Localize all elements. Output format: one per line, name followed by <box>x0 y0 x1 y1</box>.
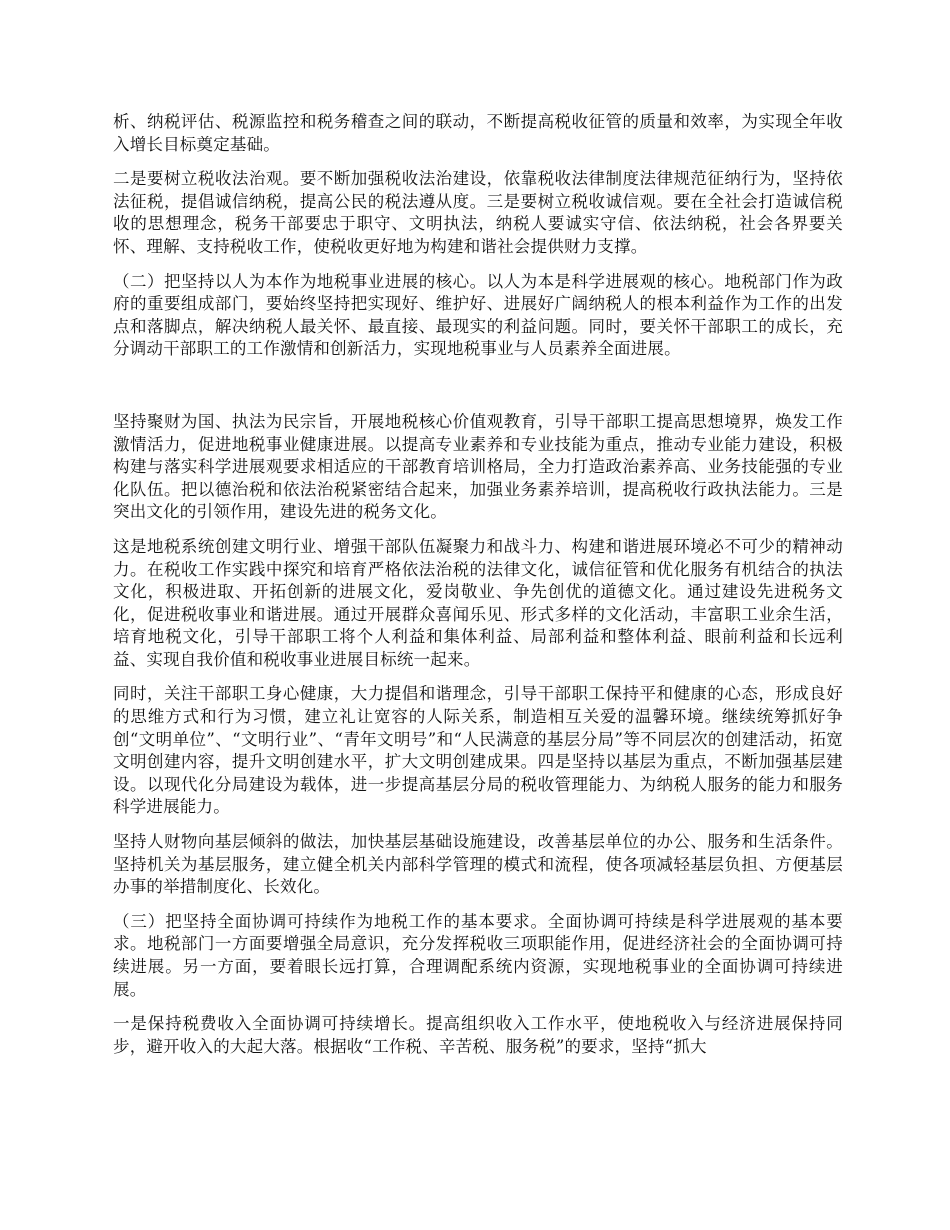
paragraph-9: 一是保持税费收入全面协调可持续增长。提高组织收入工作水平，使地税收入与经济进展保持同步，避开收入的大起大落。根据收“工作税、辛苦税、服务税”的要求，坚持“抓大 <box>113 1014 843 1056</box>
paragraph-3: （二）把坚持以人为本作为地税事业进展的核心。以人为本是科学进展观的核心。地税部门作为政府的重要组成部门，要始终坚持把实现好、维护好、进展好广阔纳税人的根本利益作为工作的出发点和落脚点，解决纳税人最关怀、最直接、最现实的利益问题。同时，要关怀干部职工的成长，充分调动干部职工的工作激情和创新活力，实现地税事业与人员素养全面进展。 <box>113 271 843 359</box>
paragraph-8: （三）把坚持全面协调可持续作为地税工作的基本要求。全面协调可持续是科学进展观的基本要求。地税部门一方面要增强全局意识，充分发挥税收三项职能作用，促进经济社会的全面协调可持续进展。另一方面，要着眼长远打算，合理调配系统内资源，实现地税事业的全面协调可持续进展。 <box>113 911 843 999</box>
paragraph-7: 坚持人财物向基层倾斜的做法，加快基层基础设施建设，改善基层单位的办公、服务和生活条件。坚持机关为基层服务，建立健全机关内部科学管理的模式和流程，使各项减轻基层负担、方便基层办事的举措制度化、长效化。 <box>113 832 843 897</box>
document-body <box>113 111 843 1070</box>
paragraph-1: 析、纳税评估、税源监控和税务稽查之间的联动，不断提高税收征管的质量和效率，为实现全年收入增长目标奠定基础。 <box>113 112 843 154</box>
paragraph-2: 二是要树立税收法治观。要不断加强税收法治建设，依靠税收法律制度法律规范征纳行为，坚持依法征税，提倡诚信纳税，提高公民的税法遵从度。三是要树立税收诚信观。要在全社会打造诚信税收的思想理念，税务干部要忠于职守、文明执法，纳税人要诚实守信、依法纳税，社会各界要关怀、理解、支持税收工作，使税收更好地为构建和谐社会提供财力支撑。 <box>113 169 843 256</box>
paragraph-4: 坚持聚财为国、执法为民宗旨，开展地税核心价值观教育，引导干部职工提高思想境界，焕发工作激情活力，促进地税事业健康进展。以提高专业素养和专业技能为重点，推动专业能力建设，积极构建与落实科学进展观要求相适应的干部教育培训格局，全力打造政治素养高、业务技能强的专业化队伍。把以德治税和依法治税紧密结合起来，加强业务素养培训，提高税收行政执法能力。三是突出文化的引领作用，建设先进的税务文化。 <box>113 411 843 522</box>
paragraph-5: 这是地税系统创建文明行业、增强干部队伍凝聚力和战斗力、构建和谐进展环境必不可少的精神动力。在税收工作实践中探究和培育严格依法治税的法律文化，诚信征管和优化服务有机结合的执法文化，积极进取、开拓创新的进展文化，爱岗敬业、争先创优的道德文化。通过建设先进税务文化，促进税收事业和谐进展。通过开展群众喜闻乐见、形式多样的文化活动，丰富职工业余生活，培育地税文化，引导干部职工将个人利益和集体利益、局部利益和整体利益、眼前利益和长远利益、实现自我价值和税收事业进展目标统一起来。 <box>113 536 843 669</box>
paragraph-6: 同时，关注干部职工身心健康，大力提倡和谐理念，引导干部职工保持平和健康的心态，形成良好的思维方式和行为习惯，建立礼让宽容的人际关系，制造相互关爱的温馨环境。继续统筹抓好争创“文明单位”、“文明行业”、“青年文明号”和“人民满意的基层分局”等不同层次的创建活动，拓宽文明创建内容，提升文明创建水平，扩大文明创建成果。四是坚持以基层为重点，不断加强基层建设。以现代化分局建设为载体，进一步提高基层分局的税收管理能力、为纳税人服务的能力和服务科学进展能力。 <box>113 684 843 817</box>
